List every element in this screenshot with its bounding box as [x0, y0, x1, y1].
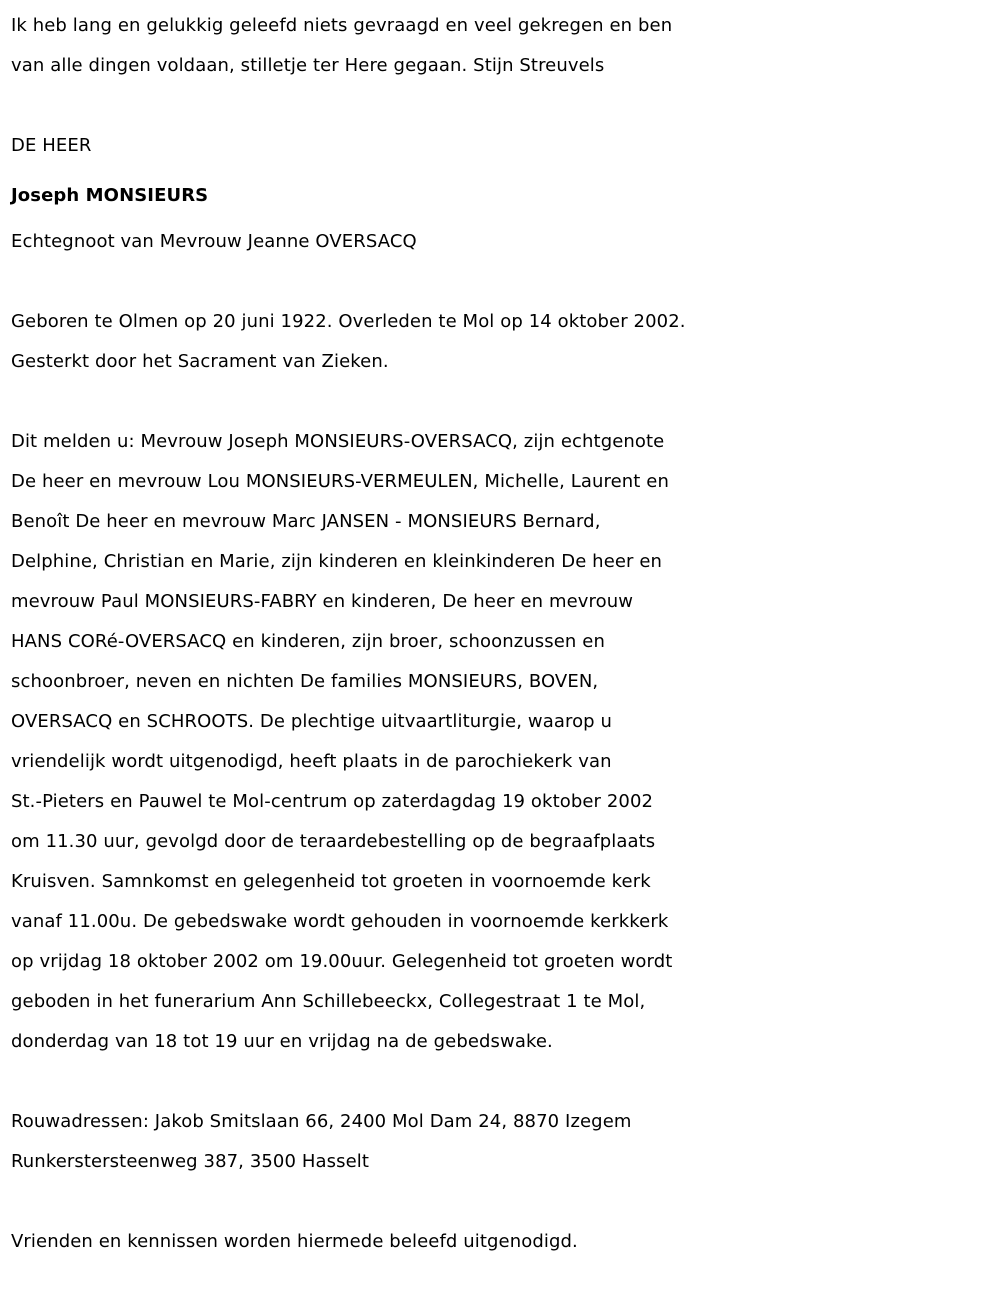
deceased-header: [11, 126, 996, 262]
announcement-line: Benoît De heer en mevrouw Marc JANSEN - MONSIEURS Bernard,: [11, 511, 601, 532]
announcement-line: donderdag van 18 tot 19 uur en vrijdag na de gebedswake.: [11, 1031, 553, 1052]
announcement-line: St.-Pieters en Pauwel te Mol-centrum op zaterdagdag 19 oktober 2002: [11, 791, 654, 812]
announcement-line: schoonbroer, neven en nichten De families MONSIEURS, BOVEN,: [11, 671, 599, 692]
announcement-line: HANS CORé-OVERSACQ en kinderen, zijn broer, schoonzussen en: [11, 631, 605, 652]
closing-line: Vrienden en kennissen worden hiermede beleefd uitgenodigd.: [11, 1231, 578, 1252]
dates-line: Gesterkt door het Sacrament van Zieken.: [11, 351, 389, 372]
honorific: DE HEER: [11, 135, 92, 156]
announcement-line: Dit melden u: Mevrouw Joseph MONSIEURS-OVERSACQ, zijn echtgenote: [11, 431, 665, 452]
birth-death-dates: [11, 302, 996, 382]
announcement-line: geboden in het funerarium Ann Schillebeeckx, Collegestraat 1 te Mol,: [11, 991, 646, 1012]
announcement-line: Delphine, Christian en Marie, zijn kinderen en kleinkinderen De heer en: [11, 551, 663, 572]
deceased-name: Joseph MONSIEURS: [11, 185, 209, 206]
spouse-line: Echtegnoot van Mevrouw Jeanne OVERSACQ: [11, 231, 417, 252]
announcement-line: op vrijdag 18 oktober 2002 om 19.00uur. Gelegenheid tot groeten wordt: [11, 951, 673, 972]
opening-quote: [11, 6, 996, 86]
announcement-line: mevrouw Paul MONSIEURS-FABRY en kinderen, De heer en mevrouw: [11, 591, 634, 612]
obituary-document: [11, 6, 996, 1302]
mourning-addresses: [11, 1102, 996, 1182]
address-line: Rouwadressen: Jakob Smitslaan 66, 2400 Mol Dam 24, 8870 Izegem: [11, 1111, 632, 1132]
announcement-line: De heer en mevrouw Lou MONSIEURS-VERMEULEN, Michelle, Laurent en: [11, 471, 669, 492]
announcement-line: om 11.30 uur, gevolgd door de teraardebestelling op de begraafplaats: [11, 831, 656, 852]
quote-line: van alle dingen voldaan, stilletje ter Here gegaan. Stijn Streuvels: [11, 55, 605, 76]
announcement-line: vanaf 11.00u. De gebedswake wordt gehouden in voornoemde kerkkerk: [11, 911, 669, 932]
announcement-line: OVERSACQ en SCHROOTS. De plechtige uitvaartliturgie, waarop u: [11, 711, 613, 732]
dates-line: Geboren te Olmen op 20 juni 1922. Overleden te Mol op 14 oktober 2002.: [11, 311, 686, 332]
announcement-line: Kruisven. Samnkomst en gelegenheid tot groeten in voornoemde kerk: [11, 871, 651, 892]
family-announcement: [11, 422, 996, 1062]
address-line: Runkerstersteenweg 387, 3500 Hasselt: [11, 1151, 370, 1172]
announcement-line: vriendelijk wordt uitgenodigd, heeft plaats in de parochiekerk van: [11, 751, 612, 772]
closing-invitation: [11, 1222, 996, 1262]
quote-line: Ik heb lang en gelukkig geleefd niets gevraagd en veel gekregen en ben: [11, 15, 673, 36]
